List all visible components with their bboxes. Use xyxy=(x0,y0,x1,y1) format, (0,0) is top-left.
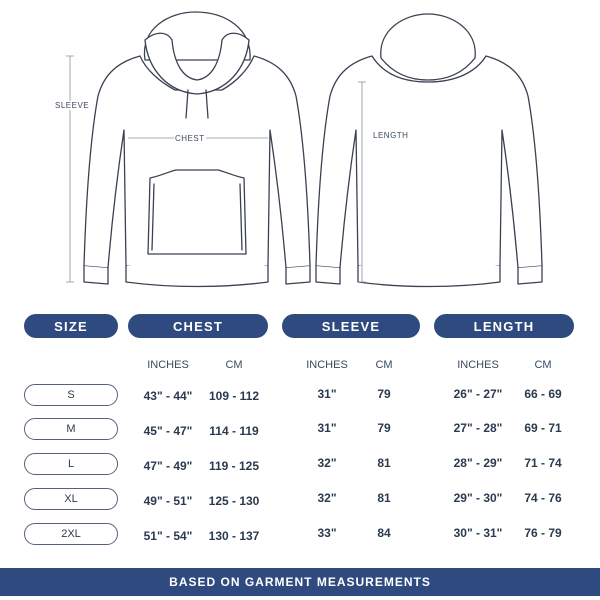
sleeve-cm-cell: 81 xyxy=(377,491,391,505)
length-inches-cell: 30" - 31" xyxy=(453,526,503,540)
sleeve-inches-cell: 31" xyxy=(317,421,337,435)
chest-cm-cell: 119 - 125 xyxy=(208,459,260,473)
sleeve-label: SLEEVE xyxy=(55,101,90,110)
chest-cm-cell: 130 - 137 xyxy=(208,529,260,543)
size-header: SIZE xyxy=(24,314,118,338)
length-inches-subheader: INCHES xyxy=(457,359,499,371)
length-cm-cell: 74 - 76 xyxy=(524,491,562,505)
hoodie-front-icon xyxy=(84,12,310,287)
hoodie-back-icon xyxy=(316,14,542,287)
length-cm-cell: 66 - 69 xyxy=(524,387,562,401)
sleeve-inches-subheader: INCHES xyxy=(306,359,348,371)
length-inches-cell: 29" - 30" xyxy=(453,491,503,505)
length-cm-cell: 76 - 79 xyxy=(524,526,562,540)
sleeve-inches-cell: 32" xyxy=(317,491,337,505)
chest-header: CHEST xyxy=(128,314,268,338)
size-pill-xl: XL xyxy=(24,488,118,510)
size-pill-m: M xyxy=(24,418,118,440)
sleeve-cm-cell: 79 xyxy=(377,421,391,435)
chest-cm-cell: 125 - 130 xyxy=(208,494,260,508)
size-pill-2xl: 2XL xyxy=(24,523,118,545)
length-cm-cell: 69 - 71 xyxy=(524,421,562,435)
chest-inches-subheader: INCHES xyxy=(147,359,189,371)
sleeve-cm-cell: 81 xyxy=(377,456,391,470)
chest-label: CHEST xyxy=(175,134,205,143)
chest-cm-subheader: CM xyxy=(225,359,243,371)
chest-inches-cell: 43" - 44" xyxy=(143,389,193,403)
chest-inches-cell: 47" - 49" xyxy=(143,459,193,473)
chest-inches-cell: 49" - 51" xyxy=(143,494,193,508)
length-inches-cell: 27" - 28" xyxy=(453,421,503,435)
length-label: LENGTH xyxy=(373,131,409,140)
chest-inches-cell: 51" - 54" xyxy=(143,529,193,543)
sleeve-inches-cell: 32" xyxy=(317,456,337,470)
chest-cm-cell: 109 - 112 xyxy=(208,389,260,403)
size-pill-s: S xyxy=(24,384,118,406)
chest-cm-cell: 114 - 119 xyxy=(209,424,259,438)
length-cm-subheader: CM xyxy=(534,359,552,371)
sleeve-cm-subheader: CM xyxy=(375,359,393,371)
size-pill-l: L xyxy=(24,453,118,475)
sleeve-inches-cell: 33" xyxy=(317,526,337,540)
footer-banner: BASED ON GARMENT MEASUREMENTS xyxy=(0,568,600,596)
length-inches-cell: 26" - 27" xyxy=(453,387,503,401)
length-header: LENGTH xyxy=(434,314,574,338)
sleeve-inches-cell: 31" xyxy=(317,387,337,401)
sleeve-cm-cell: 84 xyxy=(377,526,391,540)
sleeve-header: SLEEVE xyxy=(282,314,420,338)
chest-inches-cell: 45" - 47" xyxy=(143,424,193,438)
length-inches-cell: 28" - 29" xyxy=(453,456,503,470)
length-cm-cell: 71 - 74 xyxy=(524,456,562,470)
sleeve-cm-cell: 79 xyxy=(377,387,391,401)
